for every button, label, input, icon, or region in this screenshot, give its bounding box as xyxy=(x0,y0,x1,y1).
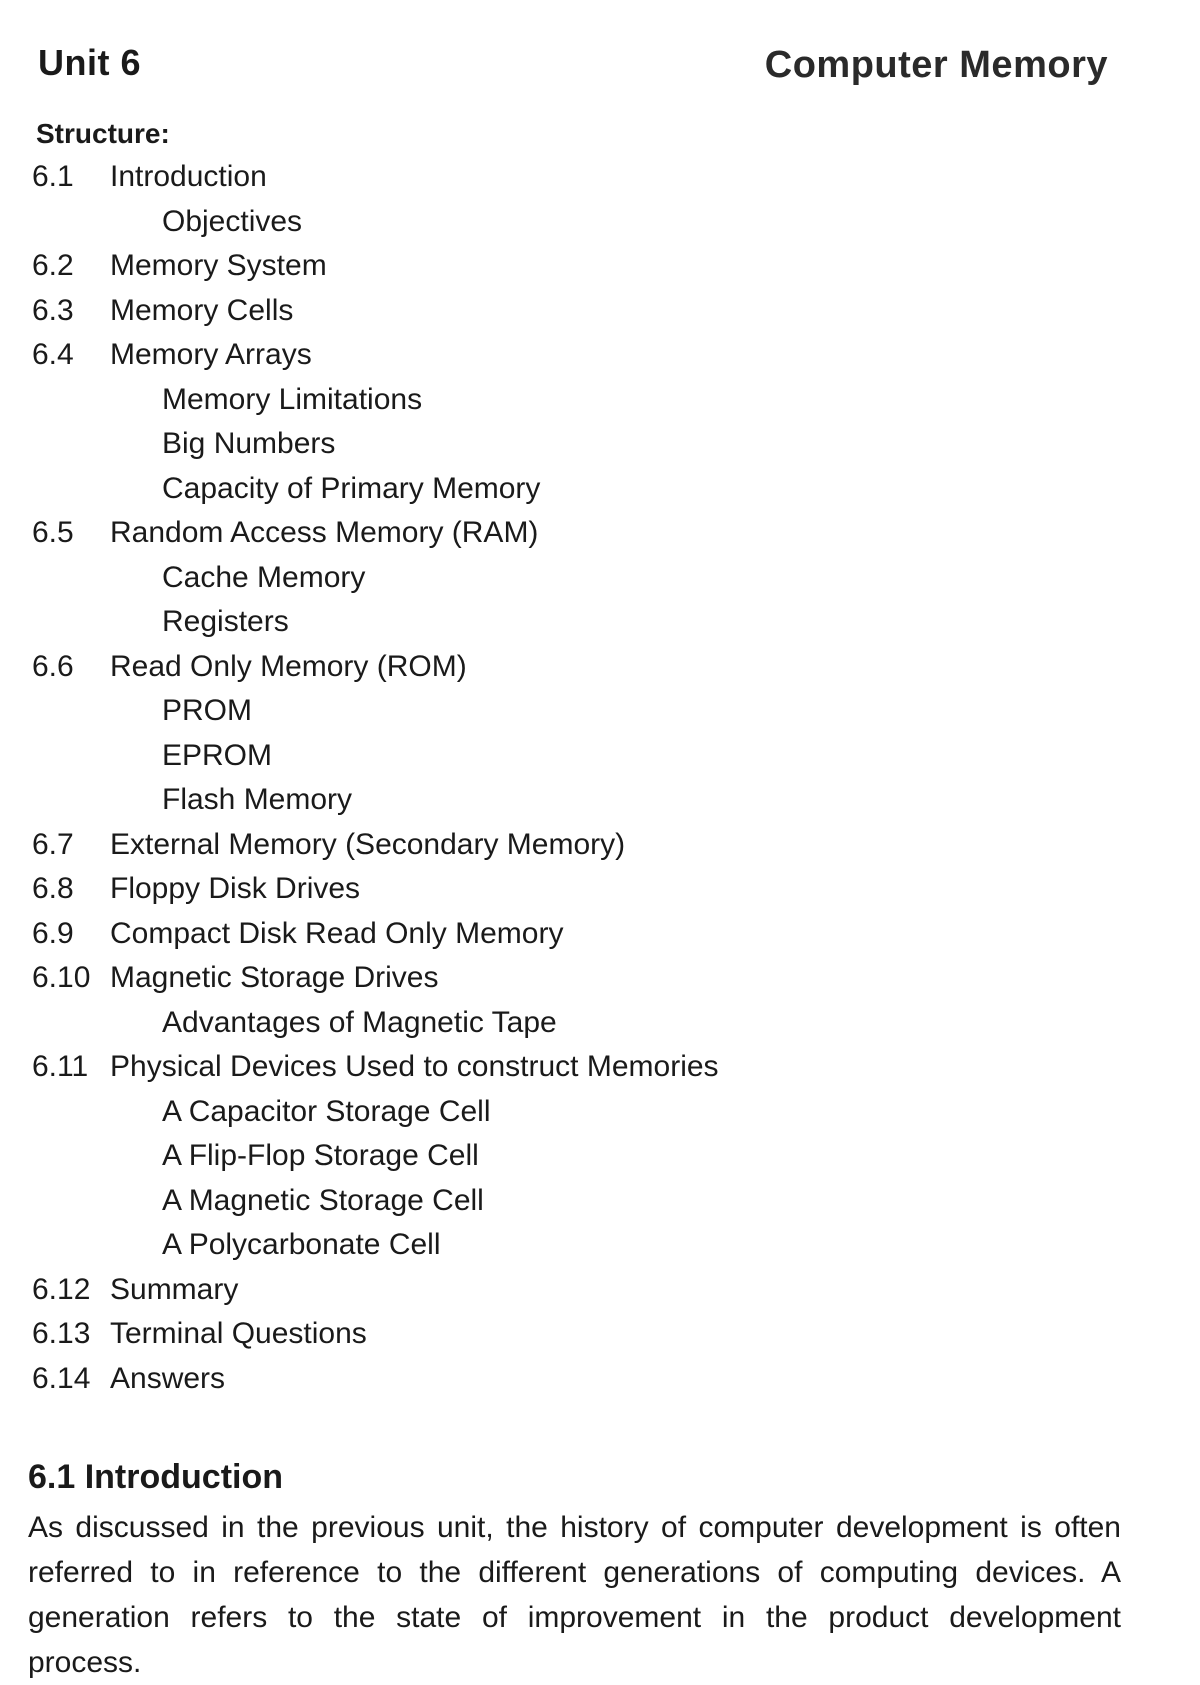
toc-entry-text: Memory Cells xyxy=(110,293,294,327)
toc-entry-number: 6.10 xyxy=(32,961,91,994)
toc-subentry xyxy=(0,1223,1200,1268)
toc-entry-text: PROM xyxy=(162,694,252,727)
toc-subentry xyxy=(0,1090,1200,1135)
toc-entry-text: External Memory (Secondary Memory) xyxy=(110,827,626,861)
structure-label: Structure: xyxy=(36,118,170,149)
toc-entry-text: Memory System xyxy=(110,249,327,282)
toc-entry-text: Objectives xyxy=(162,204,303,238)
unit-number: Unit 6 xyxy=(38,42,142,83)
toc-entry-text: Compact Disk Read Only Memory xyxy=(110,916,564,950)
toc-entry-text: EPROM xyxy=(162,738,273,772)
toc-entry-number: 6.8 xyxy=(32,872,74,905)
toc-entry-text: A Polycarbonate Cell xyxy=(162,1228,441,1261)
toc-entry-number: 6.6 xyxy=(32,649,74,683)
toc-subentry xyxy=(0,1001,1200,1046)
toc-subentry xyxy=(0,467,1200,512)
toc-entry-number: 6.1 xyxy=(32,160,74,193)
toc-entry-text: Magnetic Storage Drives xyxy=(110,961,439,994)
toc-entry-number: 6.3 xyxy=(32,293,74,327)
toc-entry xyxy=(0,823,1200,868)
toc-entry-number: 6.4 xyxy=(32,338,74,371)
toc-entry-number: 6.9 xyxy=(32,916,74,950)
toc-entry xyxy=(0,867,1200,912)
toc-entry xyxy=(0,1268,1200,1313)
section-heading: 6.1 Introduction xyxy=(28,1458,283,1496)
toc-entry-text: Capacity of Primary Memory xyxy=(162,471,541,505)
toc-entry-text: Read Only Memory (ROM) xyxy=(110,649,467,683)
toc-subentry xyxy=(0,1134,1200,1179)
toc-entry-number: 6.14 xyxy=(32,1361,91,1395)
toc-entry xyxy=(0,244,1200,289)
toc-subentry xyxy=(0,600,1200,645)
toc-subentry xyxy=(0,200,1200,245)
toc-entry xyxy=(0,1312,1200,1357)
toc-subentry xyxy=(0,556,1200,601)
toc-entry-text: Answers xyxy=(110,1361,226,1395)
toc-subentry xyxy=(0,378,1200,423)
toc-entry xyxy=(0,511,1200,556)
toc-entry-text: Introduction xyxy=(110,160,267,193)
toc-entry-text: Random Access Memory (RAM) xyxy=(110,516,539,549)
chapter-title: Computer Memory xyxy=(764,44,1108,86)
toc-entry-number: 6.5 xyxy=(32,516,74,549)
toc-entry-number: 6.12 xyxy=(32,1272,91,1306)
toc-subentry xyxy=(0,734,1200,779)
toc-entry-text: Big Numbers xyxy=(162,427,336,460)
intro-paragraph: As discussed in the previous unit, the history of computer development is often referred to in reference to the different generations of computing devices. A generation refers to the state of improvement in the product development process. xyxy=(28,1511,1121,1679)
toc-entry-text: A Capacitor Storage Cell xyxy=(162,1094,491,1128)
toc-entry-text: Terminal Questions xyxy=(110,1317,367,1350)
toc-entry-text: Registers xyxy=(162,605,289,638)
toc-entry-text: Physical Devices Used to construct Memories xyxy=(110,1050,719,1083)
toc-entry-text: Floppy Disk Drives xyxy=(110,872,361,905)
toc-subentry xyxy=(0,422,1200,467)
toc-subentry xyxy=(0,1179,1200,1224)
toc-entry xyxy=(0,333,1200,378)
toc-entry xyxy=(0,1045,1200,1090)
toc-entry-text: Cache Memory xyxy=(162,560,366,594)
toc-subentry xyxy=(0,778,1200,823)
table-of-contents xyxy=(0,155,1200,1401)
toc-entry xyxy=(0,645,1200,690)
toc-entry-text: Memory Limitations xyxy=(162,382,423,416)
toc-entry xyxy=(0,912,1200,957)
toc-entry xyxy=(0,956,1200,1001)
toc-entry-text: Summary xyxy=(110,1272,239,1306)
toc-entry-number: 6.13 xyxy=(32,1317,91,1350)
toc-entry-text: A Magnetic Storage Cell xyxy=(162,1183,484,1217)
toc-entry-number: 6.7 xyxy=(32,827,74,861)
toc-entry-text: Flash Memory xyxy=(162,783,353,816)
toc-entry-text: A Flip-Flop Storage Cell xyxy=(162,1139,479,1172)
toc-entry xyxy=(0,289,1200,334)
toc-entry-number: 6.2 xyxy=(32,249,74,282)
toc-entry-text: Memory Arrays xyxy=(110,338,312,371)
toc-entry-text: Advantages of Magnetic Tape xyxy=(162,1005,557,1039)
toc-entry xyxy=(0,155,1200,200)
toc-entry-number: 6.11 xyxy=(32,1050,89,1083)
toc-subentry xyxy=(0,689,1200,734)
toc-entry xyxy=(0,1357,1200,1402)
